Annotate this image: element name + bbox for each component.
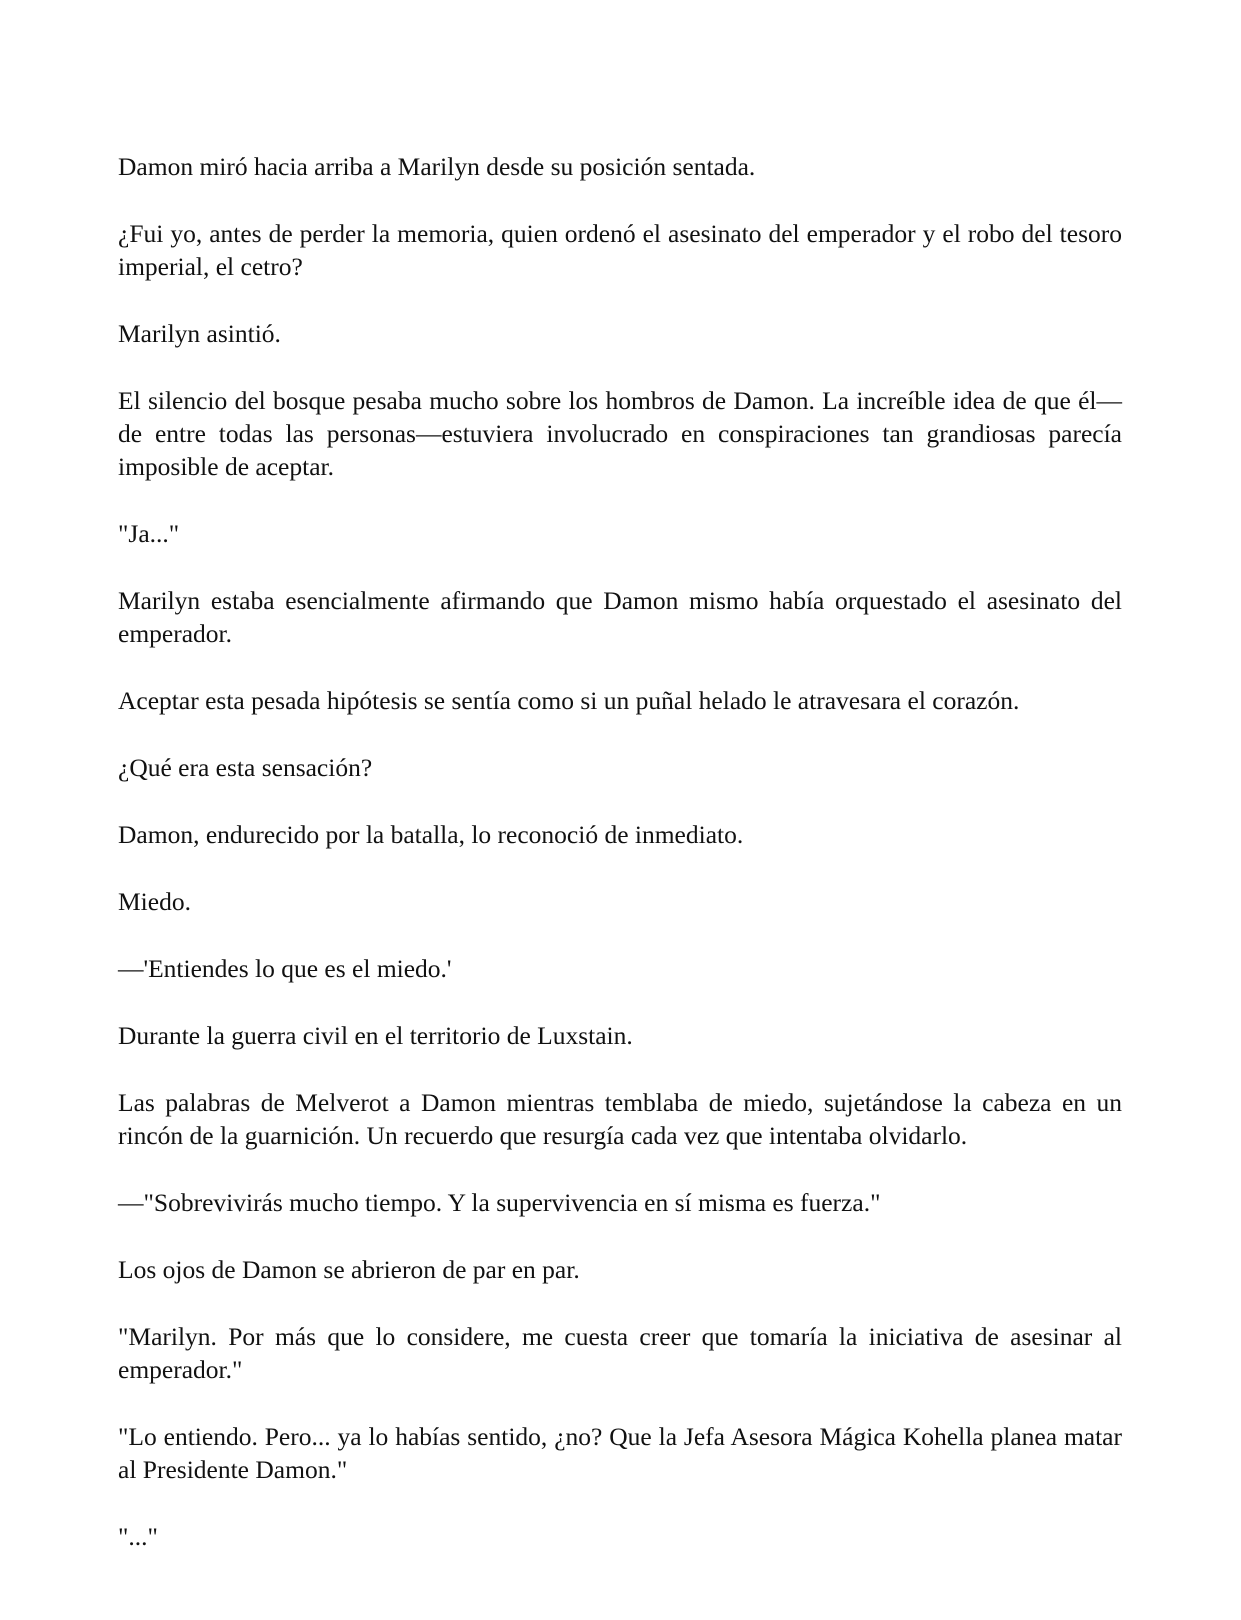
paragraph: Marilyn estaba esencialmente afirmando que Damon mismo había orquestado el asesinato del emperador.	[118, 586, 1122, 648]
paragraph: "Ja..."	[118, 519, 180, 548]
paragraph: "..."	[118, 1522, 158, 1551]
paragraph: —'Entiendes lo que es el miedo.'	[118, 954, 452, 983]
paragraph: Damon, endurecido por la batalla, lo reconoció de inmediato.	[118, 820, 744, 849]
paragraph: "Lo entiendo. Pero... ya lo habías sentido, ¿no? Que la Jefa Asesora Mágica Kohella planea matar al Presidente Damon."	[118, 1422, 1122, 1484]
document-page	[118, 150, 1122, 1587]
paragraph: Miedo.	[118, 887, 191, 916]
paragraph: Las palabras de Melverot a Damon mientras temblaba de miedo, sujetándose la cabeza en un rincón de la guarnición. Un recuerdo que resurgía cada vez que intentaba olvidarlo.	[118, 1088, 1122, 1150]
paragraph: ¿Qué era esta sensación?	[118, 753, 373, 782]
paragraph: Aceptar esta pesada hipótesis se sentía como si un puñal helado le atravesara el corazón.	[118, 686, 1020, 715]
paragraph: "Marilyn. Por más que lo considere, me cuesta creer que tomaría la iniciativa de asesinar al emperador."	[118, 1322, 1122, 1384]
paragraph: ¿Fui yo, antes de perder la memoria, quien ordenó el asesinato del emperador y el robo del tesoro imperial, el cetro?	[118, 219, 1122, 281]
paragraph: Marilyn asintió.	[118, 319, 281, 348]
paragraph: Damon miró hacia arriba a Marilyn desde su posición sentada.	[118, 152, 756, 181]
paragraph: Durante la guerra civil en el territorio de Luxstain.	[118, 1021, 633, 1050]
paragraph: El silencio del bosque pesaba mucho sobre los hombros de Damon. La increíble idea de que él—de entre todas las personas—estuviera involucrado en conspiraciones tan grandiosas parecía imposible de aceptar.	[118, 386, 1122, 481]
paragraph: —"Sobrevivirás mucho tiempo. Y la supervivencia en sí misma es fuerza."	[118, 1188, 881, 1217]
paragraph: Los ojos de Damon se abrieron de par en par.	[118, 1255, 580, 1284]
